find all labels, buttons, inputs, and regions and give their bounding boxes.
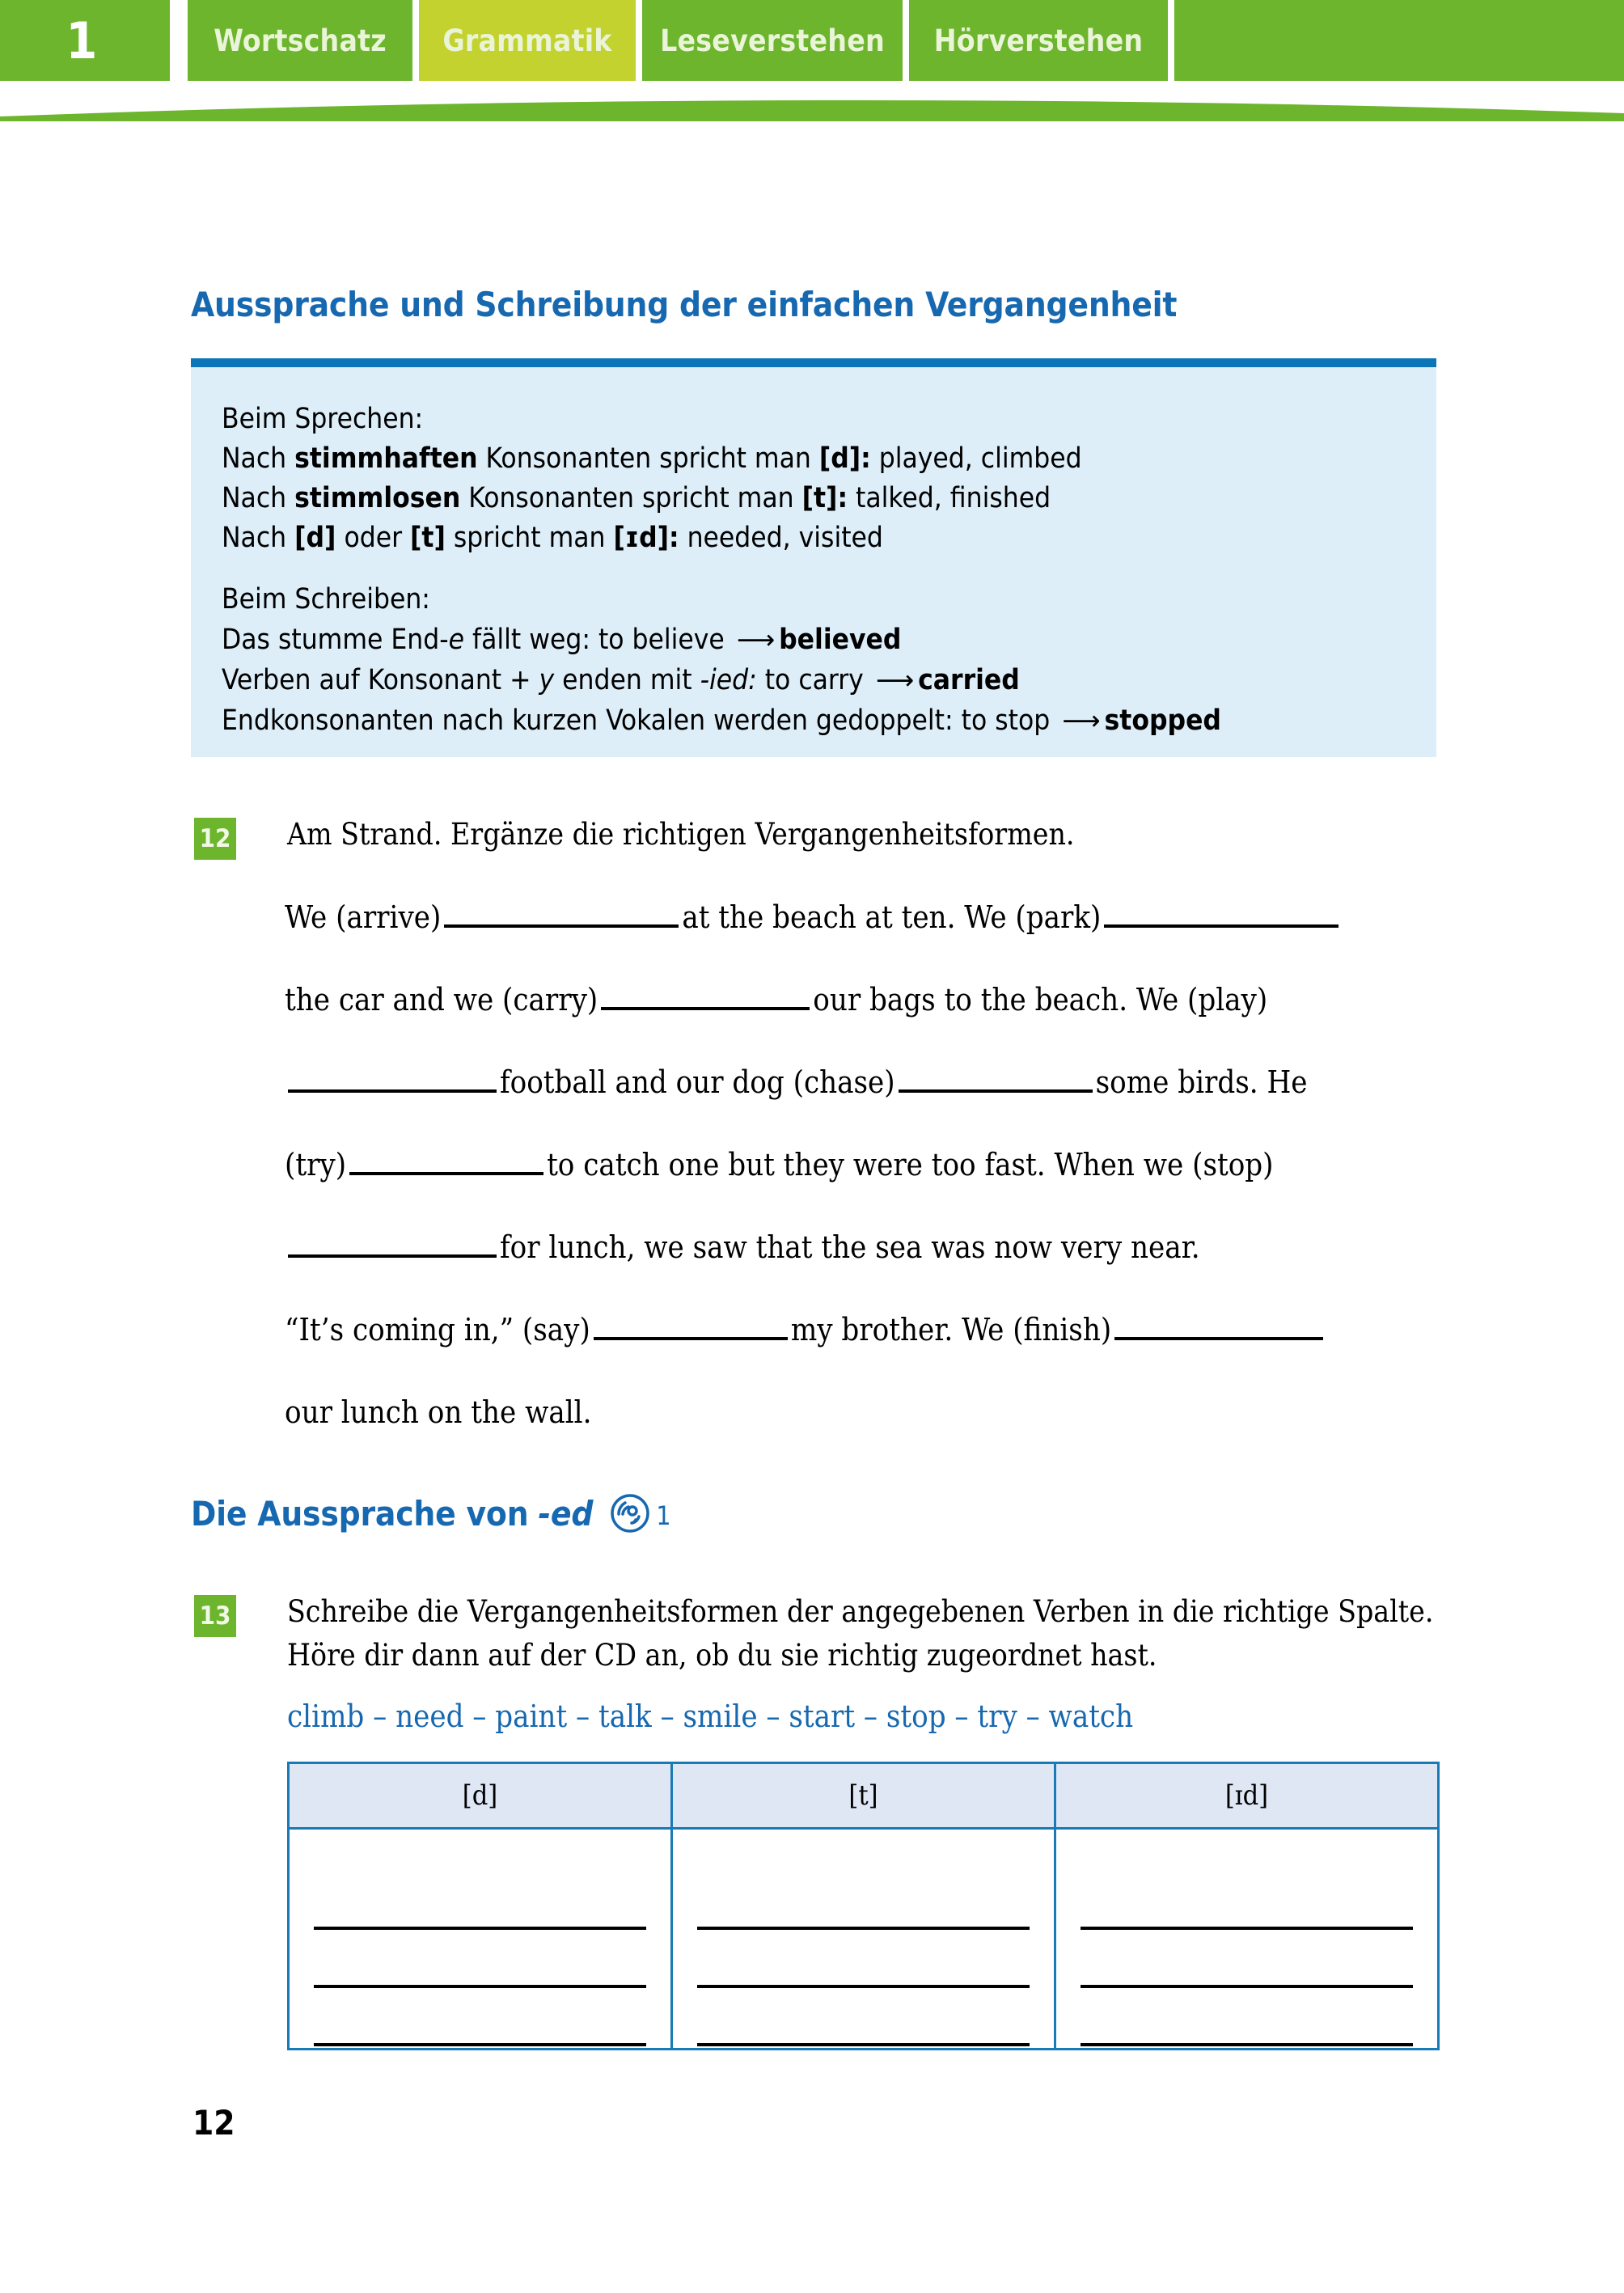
info-b1l2-pre: Nach	[222, 482, 295, 514]
info-b2l2-italic2: -ied:	[700, 664, 757, 696]
info-b1l1-pre: Nach	[222, 442, 295, 475]
info-b2l2-pre: Verben auf Konsonant +	[222, 664, 539, 696]
info-b1l3-bold2: [t]	[410, 522, 446, 554]
answer-blank[interactable]	[601, 979, 810, 1010]
info-block1-line1	[222, 439, 1401, 479]
tab-grammatik-label: Grammatik	[442, 23, 612, 58]
table-cell-d[interactable]	[289, 1829, 672, 2050]
cd-icon	[609, 1492, 651, 1534]
info-box	[191, 367, 1436, 757]
answer-blank[interactable]	[288, 1062, 497, 1093]
info-b1l2-post: talked, finished	[848, 482, 1051, 514]
info-b2l2-italic: y	[539, 664, 555, 696]
ed-pronunciation-table	[287, 1762, 1440, 2050]
table-header-t: [t]	[672, 1763, 1055, 1829]
info-b1l1-bold1: stimmhaften	[294, 442, 478, 475]
info-block2-title: Beim Schreiben:	[222, 583, 430, 616]
exercise-12-line-2	[285, 976, 1441, 1059]
table-cell-id[interactable]	[1055, 1829, 1439, 2050]
info-b1l3-pre: Nach	[222, 522, 295, 554]
table-cell-t[interactable]	[672, 1829, 1055, 2050]
answer-blank[interactable]	[697, 1930, 1030, 1988]
info-block-gap	[222, 558, 1401, 580]
exercise-12-line-7	[285, 1389, 1441, 1471]
answer-blank[interactable]	[697, 1988, 1030, 2046]
info-block2-line3	[222, 700, 1401, 741]
exercise-13-word-list: climb – need – paint – talk – smile – start – stop – try – watch	[287, 1699, 1134, 1734]
info-block1-line3	[222, 518, 1401, 558]
info-b1l2-bold2: [t]:	[801, 482, 848, 514]
section-heading-aussprache-von-ed	[191, 1492, 670, 1534]
ex12-l7-t1: our lunch on the wall.	[285, 1394, 592, 1430]
info-b1l1-bold2: [d]:	[818, 442, 871, 475]
answer-blank[interactable]	[1081, 1988, 1413, 2046]
ex12-l2-t2: our bags to the beach. We (play)	[813, 982, 1268, 1017]
ex12-l3-t2: some birds. He	[1095, 1064, 1308, 1100]
info-b2l2-mid2: to carry	[756, 664, 872, 696]
arrow-icon: ⟶	[875, 664, 915, 696]
table-row	[289, 1829, 1439, 2050]
tab-leseverstehen-label: Leseverstehen	[660, 23, 885, 58]
answer-blank[interactable]	[314, 1872, 646, 1930]
answer-blank[interactable]	[314, 1988, 646, 2046]
info-block1-title: Beim Sprechen:	[222, 403, 424, 435]
arrow-icon: ⟶	[736, 624, 776, 655]
answer-blank[interactable]	[1114, 1309, 1323, 1340]
tab-hoerverstehen-label: Hörverstehen	[933, 23, 1144, 58]
info-b1l1-mid: Konsonanten spricht man	[477, 442, 819, 475]
exercise-12-body	[285, 894, 1441, 1471]
exercise-12-line-4	[285, 1141, 1441, 1224]
exercise-13-instruction: Schreibe die Vergangenheitsformen der angegebenen Verben in die richtige Spalte. Höre dir dann auf der CD an, ob du sie richtig zugeordnet hast.	[287, 1594, 1434, 1673]
ex12-l2-t1: the car and we (carry)	[285, 982, 598, 1017]
info-b2l2-bold: carried	[918, 664, 1020, 696]
info-b1l3-mid2: spricht man	[445, 522, 614, 554]
info-b1l2-mid: Konsonanten spricht man	[460, 482, 802, 514]
answer-blank[interactable]	[697, 1872, 1030, 1930]
info-b2l2-mid: enden mit	[554, 664, 700, 696]
info-b1l3-bold1: [d]	[294, 522, 336, 554]
cd-track-number: 1	[656, 1500, 671, 1531]
ex12-l6-t2: my brother. We (finish)	[790, 1312, 1112, 1347]
info-block2-line1	[222, 620, 1401, 660]
section-heading-aussprache-schreibung: Aussprache und Schreibung der einfachen Vergangenheit	[191, 285, 1178, 324]
answer-blank[interactable]	[1081, 1930, 1413, 1988]
exercise-12-line-1	[285, 894, 1441, 976]
exercise-badge-12-label: 12	[199, 824, 231, 853]
ex12-l1-t1: We (arrive)	[285, 899, 442, 935]
answer-blank[interactable]	[1081, 1872, 1413, 1930]
table-header-id: [ɪd]	[1055, 1763, 1439, 1829]
info-block1-line2	[222, 479, 1401, 518]
exercise-12-line-6	[285, 1306, 1441, 1389]
info-b1l3-bold3: [ɪd]:	[613, 522, 679, 554]
exercise-badge-13	[194, 1595, 236, 1637]
ex12-l4-t2: to catch one but they were too fast. When we (stop)	[547, 1147, 1274, 1182]
cell-write-lines	[1056, 1830, 1437, 2048]
page-number: 12	[192, 2103, 235, 2143]
exercise-12-line-5	[285, 1224, 1441, 1306]
table-header-row	[289, 1763, 1439, 1829]
table-header-d: [d]	[289, 1763, 672, 1829]
info-b2l1-mid: fällt weg: to believe	[464, 624, 733, 656]
exercise-badge-12	[194, 818, 236, 860]
answer-blank[interactable]	[899, 1062, 1093, 1093]
answer-blank[interactable]	[444, 897, 679, 928]
exercise-12-line-3	[285, 1059, 1441, 1141]
info-box-rule	[191, 358, 1436, 367]
info-block2-line2	[222, 660, 1401, 700]
cell-write-lines	[673, 1830, 1054, 2048]
info-b2l1-pre: Das stumme End-	[222, 624, 449, 656]
answer-blank[interactable]	[349, 1144, 543, 1175]
section2-heading-ed: -ed	[538, 1493, 594, 1534]
arrow-icon: ⟶	[1062, 704, 1101, 736]
info-b2l1-bold: believed	[779, 624, 902, 656]
info-b1l3-post: needed, visited	[679, 522, 883, 554]
answer-blank[interactable]	[594, 1309, 788, 1340]
info-b2l3-pre: Endkonsonanten nach kurzen Vokalen werden gedoppelt: to stop	[222, 704, 1059, 737]
info-b1l3-mid: oder	[336, 522, 411, 554]
chapter-number-label: 1	[66, 11, 98, 70]
ex12-l1-t2: at the beach at ten. We (park)	[682, 899, 1102, 935]
section2-heading-prefix: Die Aussprache von	[191, 1493, 529, 1534]
answer-blank[interactable]	[288, 1227, 497, 1258]
answer-blank[interactable]	[1104, 897, 1339, 928]
cell-write-lines	[290, 1830, 670, 2048]
info-b2l3-bold: stopped	[1104, 704, 1221, 737]
info-b2l1-italic: e	[448, 624, 464, 656]
ex12-l3-t1: football and our dog (chase)	[500, 1064, 895, 1100]
info-b1l1-post: played, climbed	[870, 442, 1082, 475]
tab-wortschatz-label: Wortschatz	[214, 23, 387, 58]
answer-blank[interactable]	[314, 1930, 646, 1988]
ex12-l6-t1: “It’s coming in,” (say)	[285, 1312, 590, 1347]
exercise-12-instruction: Am Strand. Ergänze die richtigen Vergangenheitsformen.	[287, 817, 1075, 852]
ex12-l4-t1: (try)	[285, 1147, 347, 1182]
ex12-l5-t1: for lunch, we saw that the sea was now very near.	[500, 1229, 1200, 1265]
exercise-badge-13-label: 13	[199, 1601, 231, 1631]
info-b1l2-bold1: stimmlosen	[294, 482, 461, 514]
